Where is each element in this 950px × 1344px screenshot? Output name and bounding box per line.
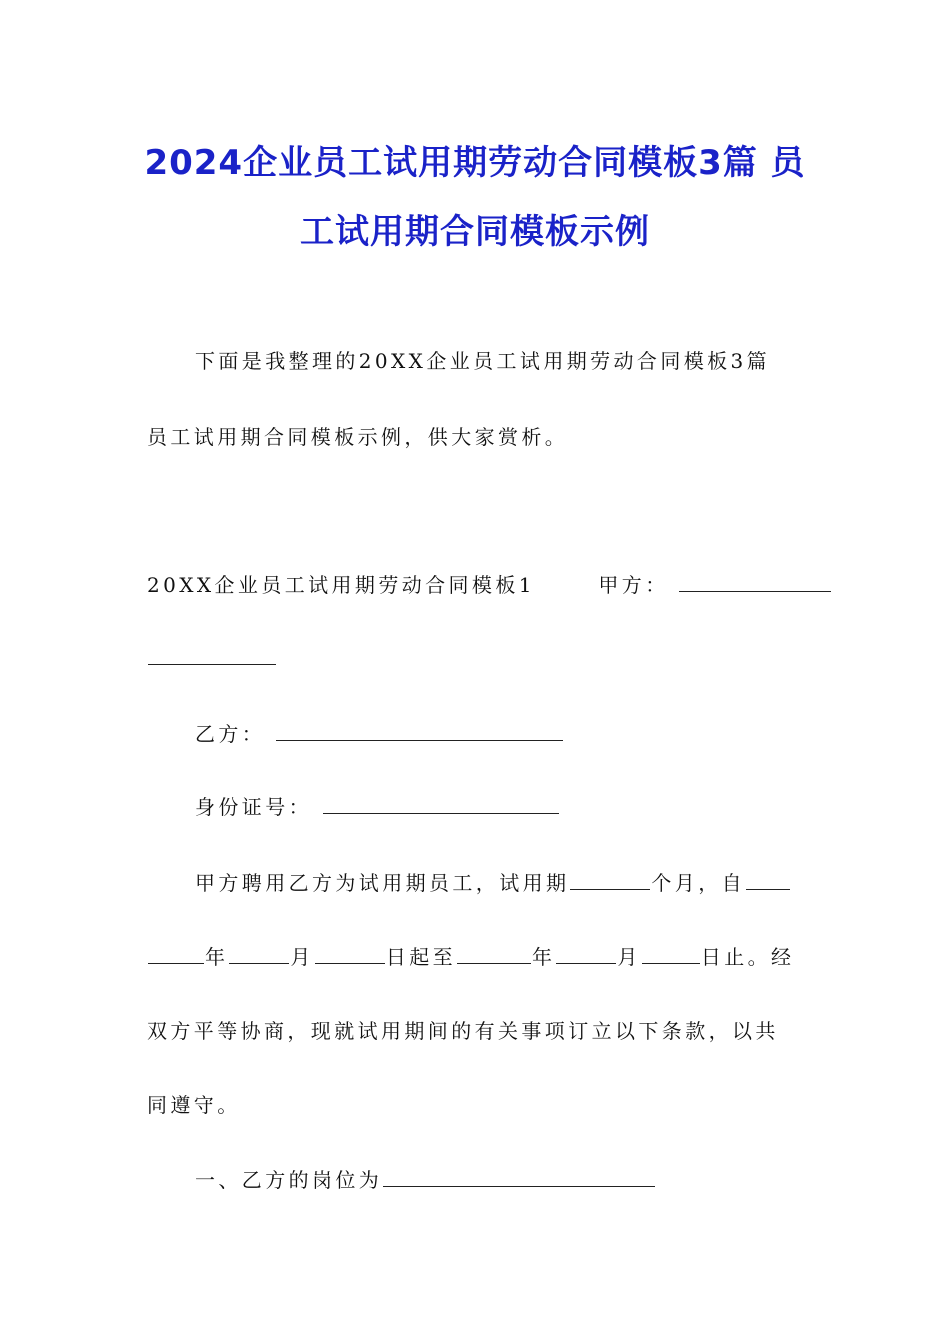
party-a-label: 甲方： [598,573,669,597]
start-month-blank[interactable] [229,945,289,964]
party-b-label: 乙方： [195,722,266,746]
id-number-line [195,795,560,819]
intro-paragraph-line-1: 下面是我整理的20XX企业员工试用期劳动合同模板3篇 [195,349,771,373]
end-month-blank[interactable] [556,945,616,964]
party-b-line [195,722,564,746]
position-blank[interactable] [383,1168,655,1187]
party-b-blank[interactable] [276,722,563,741]
id-number-blank[interactable] [323,795,559,814]
start-year-blank-part1[interactable] [746,871,790,890]
start-day-blank[interactable] [315,945,385,964]
day-to-label: 日止。经 [700,945,795,969]
probation-paragraph-line-3: 双方平等协商，现就试用期间的有关事项订立以下条款，以共 [147,1019,779,1043]
day-from-label: 日起至 [385,945,457,969]
party-a-blank-continued-line [147,646,277,670]
intro-paragraph-line-2: 员工试用期合同模板示例，供大家赏析。 [147,425,569,449]
probation-paragraph-line-2 [147,945,794,969]
contract-heading-line [147,573,832,597]
end-year-blank[interactable] [457,945,531,964]
document-title-line-2: 工试用期合同模板示例 [300,212,650,252]
party-a-blank-continued[interactable] [148,646,276,665]
document-title-line-1: 2024企业员工试用期劳动合同模板3篇 员 [144,143,806,183]
contract-heading: 20XX企业员工试用期劳动合同模板1 [147,573,535,597]
probation-paragraph-line-1 [195,871,791,895]
probation-text-a: 甲方聘用乙方为试用期员工，试用期 [195,871,570,895]
id-number-label: 身份证号： [195,795,312,819]
start-year-blank[interactable] [148,945,204,964]
probation-paragraph-line-4: 同遵守。 [147,1093,241,1117]
party-a-blank[interactable] [679,573,831,592]
month-label: 月 [290,945,314,969]
year-label: 年 [205,945,229,969]
probation-months-blank[interactable] [570,871,650,890]
end-day-blank[interactable] [642,945,700,964]
year2-label: 年 [532,945,556,969]
probation-text-b: 个月，自 [651,871,746,895]
clause-1-text: 一、乙方的岗位为 [195,1168,383,1192]
clause-1-line [195,1168,656,1192]
month2-label: 月 [617,945,641,969]
